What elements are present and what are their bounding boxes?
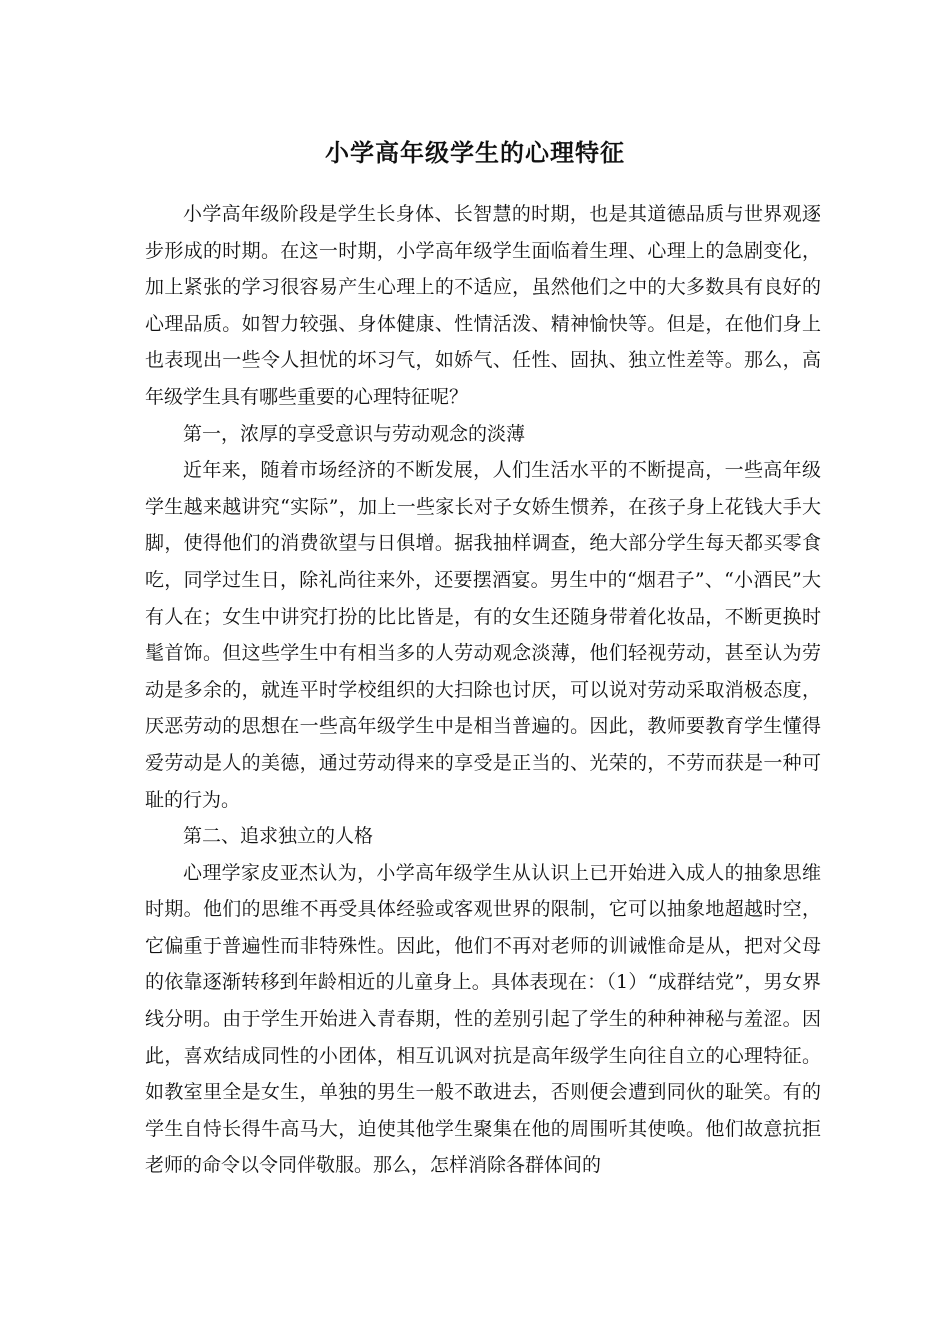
paragraph-section-1: 近年来，随着市场经济的不断发展，人们生活水平的不断提高，一些高年级学生越来越讲究“实际”，加上一些家长对子女娇生惯养，在孩子身上花钱大手大脚，使得他们的消费欲望与日俱增。据我抽样调查，绝大部分学生每天都买零食吃，同学过生日，除礼尚往来外，还要摆酒宴。男生中的“烟君子”、“小酒民”大有人在；女生中讲究打扮的比比皆是，有的女生还随身带着化妆品，不断更换时髦首饰。但这些学生中有相当多的人劳动观念淡薄，他们轻视劳动，甚至认为劳动是多余的，就连平时学校组织的大扫除也讨厌，可以说对劳动采取消极态度，厌恶劳动的思想在一些高年级学生中是相当普遍的。因此，教师要教育学生懂得爱劳动是人的美德，通过劳动得来的享受是正当的、光荣的，不劳而获是一种可耻的行为。 bbox=[145, 459, 821, 811]
section-heading-2: 第二、追求独立的人格 bbox=[183, 825, 374, 848]
document-title: 小学高年级学生的心理特征 bbox=[325, 138, 625, 167]
paragraph-intro: 小学高年级阶段是学生长身体、长智慧的时期，也是其道德品质与世界观逐步形成的时期。在这一时期，小学高年级学生面临着生理、心理上的急剧变化，加上紧张的学习很容易产生心理上的不适应，虽然他们之中的大多数具有良好的心理品质。如智力较强、身体健康、性情活泼、精神愉快等。但是，在他们身上也表现出一些令人担忧的坏习气，如娇气、任性、固执、独立性差等。那么，高年级学生具有哪些重要的心理特征呢？ bbox=[145, 203, 821, 408]
paragraph-section-2: 心理学家皮亚杰认为，小学高年级学生从认识上已开始进入成人的抽象思维时期。他们的思维不再受具体经验或客观世界的限制，它可以抽象地超越时空，它偏重于普遍性而非特殊性。因此，他们不再对老师的训诫惟命是从，把对父母的依靠逐渐转移到年龄相近的儿童身上。具体表现在：（1）“成群结党”，男女界线分明。由于学生开始进入青春期，性的差别引起了学生的种种神秘与羞涩。因此，喜欢结成同性的小团体，相互讥讽对抗是高年级学生向往自立的心理特征。如教室里全是女生，单独的男生一般不敢进去，否则便会遭到同伙的耻笑。有的学生自恃长得牛高马大，迫使其他学生聚集在他的周围听其使唤。他们故意抗拒老师的命令以令同伴敬服。那么，怎样消除各群体间的 bbox=[145, 861, 821, 1177]
section-heading-1: 第一，浓厚的享受意识与劳动观念的淡薄 bbox=[183, 422, 526, 445]
document-body bbox=[145, 196, 821, 1184]
